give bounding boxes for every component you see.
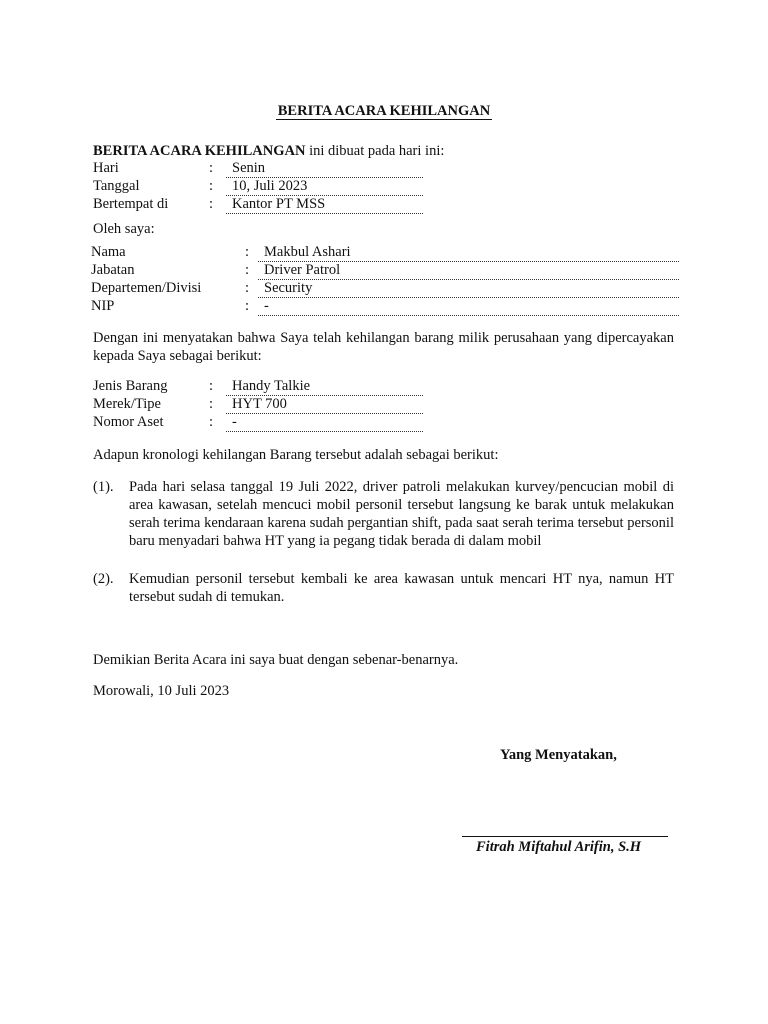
field-colon: : — [245, 244, 250, 260]
list-item-number: (1). — [93, 479, 114, 495]
field-label-merek: Merek/Tipe — [93, 396, 161, 412]
field-label-tanggal: Tanggal — [93, 178, 140, 194]
field-label-nama: Nama — [91, 244, 126, 260]
list-item-text: Kemudian personil tersebut kembali ke area kawasan untuk mencari HT nya, namun HT tersebut sudah di temukan. — [129, 571, 674, 605]
signature-line — [462, 836, 668, 837]
list-item-number: (2). — [93, 571, 114, 587]
field-colon: : — [209, 396, 214, 412]
field-colon: : — [245, 262, 250, 278]
chronology-intro: Adapun kronologi kehilangan Barang tersebut adalah sebagai berikut: — [93, 447, 499, 463]
field-value-jabatan: Driver Patrol — [258, 261, 679, 280]
field-label-jabatan: Jabatan — [91, 262, 135, 278]
field-label-departemen: Departemen/Divisi — [91, 280, 202, 296]
field-colon: : — [209, 160, 214, 176]
field-value-departemen: Security — [258, 279, 679, 298]
field-label-bertempat: Bertempat di — [93, 196, 169, 212]
statement-paragraph: Dengan ini menyatakan bahwa Saya telah kehilangan barang milik perusahaan yang dipercayakan kepada Saya sebagai berikut: — [93, 330, 674, 364]
field-value-merek: HYT 700 — [226, 395, 423, 414]
field-colon: : — [245, 280, 250, 296]
field-value-nip: - — [258, 297, 679, 316]
field-value-nomor-aset: - — [226, 413, 423, 432]
field-value-bertempat: Kantor PT MSS — [226, 195, 423, 214]
field-label-nomor-aset: Nomor Aset — [93, 414, 164, 430]
field-label-hari: Hari — [93, 160, 119, 176]
field-value-tanggal: 10, Juli 2023 — [226, 177, 423, 196]
field-value-hari: Senin — [226, 159, 423, 178]
field-value-jenis-barang: Handy Talkie — [226, 377, 423, 396]
field-colon: : — [245, 298, 250, 314]
signer-name: Fitrah Miftahul Arifin, S.H — [476, 839, 642, 855]
signer-label: Yang Menyatakan, — [500, 747, 617, 763]
document-title: BERITA ACARA KEHILANGAN — [277, 103, 491, 119]
field-colon: : — [209, 196, 214, 212]
field-colon: : — [209, 414, 214, 430]
field-colon: : — [209, 378, 214, 394]
by-label: Oleh saya: — [93, 221, 155, 237]
intro-line: BERITA ACARA KEHILANGAN ini dibuat pada hari ini: — [93, 143, 445, 159]
field-value-nama: Makbul Ashari — [258, 243, 679, 262]
list-item-text: Pada hari selasa tanggal 19 Juli 2022, driver patroli melakukan kurvey/pencucian mobil di area kawasan, setelah mencuci mobil personil tersebut langsung ke barak untuk melakukan serah terima kendaraan karena sudah pergantian shift, pada saat serah terima tersebut personil baru menyadari bahwa HT yang ia pegang tidak berada di dalam mobil — [129, 479, 674, 549]
place-date: Morowali, 10 Juli 2023 — [93, 683, 230, 699]
field-colon: : — [209, 178, 214, 194]
field-label-nip: NIP — [91, 298, 115, 314]
closing-sentence: Demikian Berita Acara ini saya buat dengan sebenar-benarnya. — [93, 652, 459, 668]
field-label-jenis-barang: Jenis Barang — [93, 378, 168, 394]
